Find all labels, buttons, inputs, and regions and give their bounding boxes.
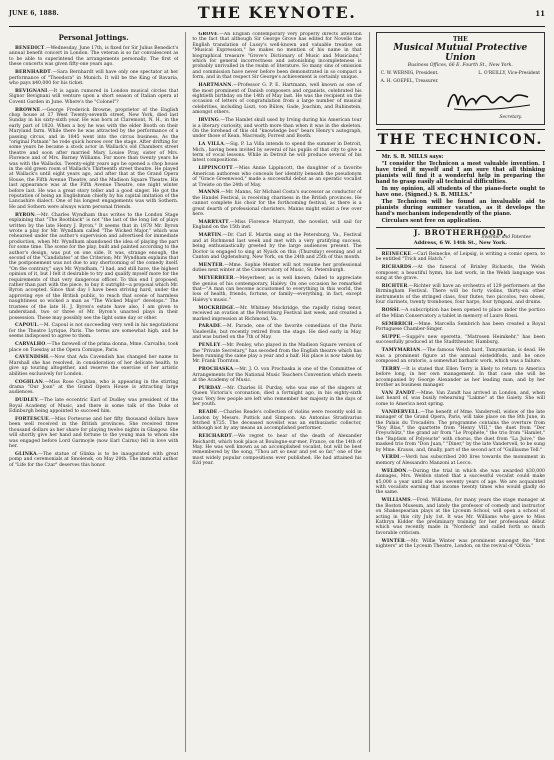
news-item-text: Verdi has subscribed 200 lires towards the monument in memory of Alessandro Manzoni at Lecco.	[375, 455, 545, 466]
news-item: REICHARDT.—We regret to hear of the death of Alexander Reichardt, which took place at Boulogne-sur-mer, France, on the 14th of May. He was well known as an accomplished vocalist, but will be best remembered by the song, "Thou art so near and yet so far," one of the most widely popular compositions ever published. He had attained his 62d year.	[192, 434, 362, 467]
column-2	[185, 32, 361, 752]
news-item-text: Miss Annie Lippincott, the daughter of a favorite American authoress who conceals her identity beneath the pseudonym of "Grace Greenwood," made a successful debut as an operatic vocalist at Treiste on the 24th of May.	[192, 166, 362, 188]
news-item-name: MOCKRIDGE	[198, 305, 234, 311]
news-item-name: IRVING	[198, 118, 219, 124]
news-item: WINTER.—Mr. Willie Winter was prominent amongst the "first nighters" at the Lyceum Theatre, London, on the revival of "Olivia."	[375, 538, 545, 550]
news-item: CARVALHO.—The farewell of the prima donna, Mme. Carvalho, took place on Tuesday at the Opera Comique, Paris.	[9, 342, 179, 353]
news-item-name: WINTER	[381, 538, 405, 544]
news-item: CAPOUL.—M. Capoul is not succeeding very well in his negotiations for the Theatre Lyrique, Paris. The terms are somewhat high, and he seems indisposed to agree to them.	[9, 323, 179, 340]
news-item-text: M. Capoul is not succeeding very well in his negotiations for the Theatre Lyrique, Paris. The terms are somewhat high, and he seems indisposed to agree to them.	[9, 323, 179, 340]
news-item-text: Professor G. P. E. Hartmann, well known as one of the most prominent of Danish composers and organists, celebrated his eightieth birthday on the 14th of May last. He was the recipient on the occasion of letters of congratulation from a large number of musical celebrities, including Liszt, von Bülow, Gade, Joachim, and Rubinstein, amongst others.	[192, 83, 362, 116]
news-item: WELDON.—During the trial in which she was awarded $30,000 damages, Mrs. Weldon stated that a successful vocalist could make $5,000 a year until she was seventy years of age. We are acquainted with vocalists earning that income twenty times who would gladly do the same.	[375, 468, 545, 496]
masthead	[9, 0, 545, 27]
ad-the: THE	[452, 36, 468, 43]
newspaper-title: THE KEYNOTE.	[197, 3, 357, 22]
news-item-name: GLINKA	[15, 451, 37, 457]
news-item: VANDERVELL.—The benefit of Mme. Vandervell, widow of the late manager of the Grand Opera, Paris, will take place on the 8th June, in the Palais du Trocadéro. The programme contains the overture from "Roy Blas," the quartette from "Henry VIII," the duet from "Der Freyschütz," the grand air from "Le Prophète," the trio from "Hamlet," the "Baptism of Polyeucte" with chorus, the duet from "La Juive," the masked trio from "Don Juan," "Diner," by the late Vandervell, to be sung by Mme. Krauss, and, finally, part of the second act of "Guillaume Tell."	[375, 409, 545, 453]
letter-body-2: In my opinion, all students of the piano-forte ought to have one. (Signed.) S. B. MILLS."	[375, 185, 545, 198]
news-item-name: PARADE	[198, 324, 221, 330]
news-item-text: Mr. Manns, Sir Michael Costa's successor as conductor of the Handel Festival, is receiving chariness in the British provinces. He cannot complete his choir for the forthcoming festival, as there is a great dearth of professional choristers. Manns might enlist a few over here.	[192, 190, 362, 218]
news-item-name: SUPPE	[381, 334, 401, 340]
news-item: PURDAY.—Mr. Charles H. Purday, who was one of the singers at Queen Victoria's coronation, died a fortnight ago, in his eighty-sixth year. Very few people are left who remember her majesty in the days of her youth.	[192, 385, 362, 408]
news-item-name: CAVENDISH	[15, 355, 49, 361]
news-item-name: MANNS	[198, 190, 220, 196]
column-3-items	[376, 252, 545, 549]
news-item-name: CARVALHO	[15, 342, 46, 348]
news-item-name: PENLEY	[198, 343, 221, 349]
news-item-text: The farewell of the prima donna, Mme. Carvalho, took place on Tuesday at the Opera Comique, Paris.	[9, 342, 179, 353]
column-3	[369, 32, 545, 752]
news-item: ROSSI.—A subscription has been opened to place under the portico of the Milan Conservatory a tablet in memory of Lauro Rossi.	[375, 308, 545, 319]
news-item: BROWNE.—George Frederick Browne, proprietor of the English chop house at 37 West Twenty-seventh street, New York, died last Sunday in his sixty-sixth year. He was born at Claremont, N. H., in the early part of 1820. When a boy he was with the elder Booth on their Maryland farm. While there he was attracted by the performance of a passing circus, and in 1845 went into the circus business. As the "original Putnam" he rode quick horses over the stage. After drifting for some years he became a stock actor in Wallack's old Chambers street theatre and soon after married Mary Louise Pray, sister of Mrs. Florence and of Mrs. Barney Williams. For more than twenty years he was with the Wallacks. Twenty-eight years ago he opened a chop house in the old green room of Wallack's Thirteenth street theatre. He played at Wallack's until eight years ago, and after that at the Grand Opera House, the Fifth Avenue Theatre, and the Madison Square Theatre. His last appearance was at the Fifth Avenue Theatre, one night winter before last. He was a great story teller and a good singer. He got the reputation of being an Englishman chiefly by his capital imitation of the Lancashire dialect. One of his longest engagements was with Sothern. He and Sothern were always warm personal friends.	[9, 107, 179, 210]
news-item-name: MARTIN	[198, 233, 222, 239]
inventor-address: Address, 6 W. 14th St., New York.	[413, 239, 507, 246]
news-item: PARADE.—M. Parade, one of the favorite comedians of the Paris Vaudeville, but recently retired from the stage. He died early in May, and was buried on the 7th of May.	[192, 324, 362, 341]
news-item: IRVING.—The Hamlet skull used by Irving during his American tour is a literary curiosity, and worth more than when it was in the skeleton. On the forehead of this old "knowledge box" bears Henry's autograph, under those of Kean, Macready, Forrest and Booth.	[192, 118, 362, 140]
news-item-name: BROWNE	[15, 107, 41, 113]
news-item-text: Suppé's new operetta, "Matrosen Heimkehr," has been successfully produced at the Stadttheater, Hamburg.	[375, 334, 545, 346]
columns	[9, 32, 545, 752]
news-item-name: RICHARDS	[381, 265, 412, 271]
news-item-text: Mr. Willie Winter was prominent amongst the "first nighters" at the Lyceum Theatre, London, on the revival of "Olivia."	[375, 538, 545, 550]
news-item-text: A subscription has been opened to place under the portico of the Milan Conservatory a tablet in memory of Lauro Rossi.	[375, 308, 545, 319]
letter-body-4: Circulars sent free on application.	[381, 217, 482, 224]
inventor-role: Inventor and Patentee	[481, 235, 531, 241]
news-item-text: Now that Ada Cavendish has changed her name to Marshall she has resolved, in consideration of her delicate health, to give up touring altogether, and reserve the exercise of her artistic abilities exclusively for London.	[9, 355, 179, 377]
letter-body-1: "I consider the Technicon a most valuable invention. I have tried it myself and I am sure that all thinking pianists will find it a wonderful help in preparing the hand to grasp easily all technical difficulties.	[375, 160, 545, 185]
news-item: SUPPE.—Suppé's new operetta, "Matrosen Heimkehr," has been successfully produced at the Stadttheater, Hamburg.	[375, 334, 545, 346]
news-item-text: The statue of Glinka is to be inaugurated with great pomp and ceremonials at Smolensk, on May 20th. The immortal author of "Life for the Czar" deserves this honor.	[9, 451, 179, 468]
news-item-text: At the funeral of Brinley Richards, the Welsh composer, a beautiful hymn, his last work, in the Welsh language was sung at the grave.	[375, 265, 545, 282]
column-2-items	[192, 32, 361, 467]
union-address: Business Offices, 66 E. Fourth St., New York.	[407, 63, 513, 68]
news-item: MENTER.—Mme. Sophie Menter will not resume her professional duties next winter at the Conservatory of Music, St. Petersburgh.	[192, 262, 362, 274]
news-item-text: Mme. Marcella Sembrich has been created a Royal Portuguese Chamber-Singer.	[375, 321, 545, 332]
news-item-text: Fred. Williams, for many years the stage manager at the Boston Museum, and lately the professor of comedy and instructor on Shakespearian plays at the Lyceum School, will open a school of acting in this city July 1st. It was Mr. Williams who gave to Miss Kathryn Kidder the preliminary training for her professional début which was recently made in "Nordeck" and called forth so much favorable criticism.	[375, 498, 545, 536]
news-item-text: Miss Florence Marryatt, the novelist, will sail for England on the 15th inst.	[192, 220, 362, 231]
news-item: GROVE.—An English contemporary very properly directs attention to the fact that although Sir George Grove has edited for Novello the English translation of Lussy's well-known and valuable treatise on "Musical Expression," he makes no mention of his name in that biographical treasure "Grove's Dictionary of Music and Musicians," which for general incorrectness and astonishing incompleteness is probably unrivalled in the realm of literature. So many sins of omission and commission have never before been demonstrated in so compact a form, and in that respect Sir George's achievement is certainly unique.	[192, 32, 362, 81]
news-item-text: It is again rumored in London musical circles that Signor Bevignani will venture upon a short season of Italian opera at Covent Garden in June. Where's the "Colonel"?	[9, 88, 179, 105]
news-item: TAMYMARIAN.—The famous Welsh bard, Tamymarian, is dead. He was a prominent figure at the annual eisteddfods, and he once composed an oratorio, a somewhat barbaric work, which was a failure.	[375, 348, 545, 364]
news-item-name: WELDON	[381, 468, 407, 474]
news-item: SEMBRICH.—Mme. Marcella Sembrich has been created a Royal Portuguese Chamber-Singer.	[375, 321, 545, 332]
news-item: RICHTER.—Richter will have an orchestra of 129 performers at the Birmingham Festival. There will be forty violins, thirty-six other instruments of the stringed class, four flutes, two piccolos, two oboes, four clarinets, twenty trombones, four harps, four tympani, and drums.	[375, 284, 545, 306]
news-item: CAVENDISH.—Now that Ada Cavendish has changed her name to Marshall she has resolved, in consideration of her delicate health, to give up touring altogether, and reserve the exercise of her artistic abilities exclusively for London.	[9, 355, 179, 377]
section-title: Personal Jottings.	[58, 33, 129, 42]
news-item-name: BYRON	[15, 212, 35, 218]
treasurer: A. H. GOEPEL, Treasurer.	[380, 79, 439, 84]
news-item: BYRON.—Mr. Charles Wyndham thus writes to the London Stage explaining that "The Bootblack" is not "the last of the long list of plays written by the late Henry J. Byron." It seems that in 1878 Mr. Byron wrote a play for Mr. Wyndham called "The Wicked Major," which was rehearsed under the author's supervision and advertised for immediate production, when Mr. Wyndham abandoned the idea of playing the part for some time. The scene for the play, built and painted according to the author's design, was put on one side. It was, strange enough, the second of the "Candidates" at the Criterion; Mr. Wyndham explains that the postponement was not due to any shortcoming of the comedy itself. "On the contrary," says Mr. Wyndham, "I had, and still have, the highest opinion of it, but I felt it desirable to try and qualify myself more for the requirements of that very dangerous officer. To this end I proposed, rather than part with the piece, to buy it outright—a proposal which Mr. Byron accepted. Since that day I have been striving hard, under the approving eye of the British public, to reach that scene of harmless naughtiness so wicked a man as "The Wicked Major" develops." The trustees of the late H. J. Byron's estate have also, I am given to understand, two or three of Mr. Byron's unacted plays in their possession. These may possibly see the light some day or other.	[9, 212, 179, 321]
news-item-name: REICHARDT	[198, 434, 232, 440]
news-item-name: BERNHARDT	[15, 70, 51, 76]
news-item: DUDLEY.—The late eccentric Earl of Dudley was president of the Royal Academy of Music, and there is some talk of the Duke of Edinburgh being appointed to succeed him.	[9, 398, 179, 415]
news-item-name: PURDAY	[198, 385, 222, 391]
news-item-name: MENTER	[198, 262, 223, 268]
news-item: HARTMANN.—Professor G. P. E. Hartmann, well known as one of the most prominent of Danish composers and organists, celebrated his eightieth birthday on the 14th of May last. He was the recipient on the occasion of letters of congratulation from a large number of musical celebrities, including Liszt, von Bülow, Gade, Joachim, and Rubinstein, amongst others.	[192, 83, 362, 116]
news-item-name: TAMYMARIAN	[381, 348, 421, 354]
news-item-text: Carl Reinecke, of Leipsig, is writing a comic opera, to be entitled "Trick and Hatch."	[375, 252, 545, 263]
news-item-name: FORTESCUE	[15, 417, 49, 422]
signature-icon	[444, 87, 534, 113]
news-item-name: TERRY	[381, 366, 401, 372]
news-item: RICHARDS.—At the funeral of Brinley Richards, the Welsh composer, a beautiful hymn, his last work, in the Welsh language was sung at the grave.	[375, 265, 545, 282]
news-item-name: LA VILLA	[198, 142, 225, 148]
issue-date: JUNE 6, 1888.	[9, 10, 59, 17]
news-item-name: MEYERBEER	[198, 276, 234, 282]
news-item: REINECKE.—Carl Reinecke, of Leipsig, is writing a comic opera, to be entitled "Trick and Hatch."	[375, 252, 545, 263]
brotherhood-box	[376, 227, 545, 249]
column-1-items	[9, 46, 178, 468]
news-item: BENEDICT.—Wednesday, June 17th, is fixed for Sir Julius Benedict's annual benefit concert in London. The veteran is so far convalescent as to be able to superintend the arrangements personally. The first of these concerts was given fifty-one years ago.	[9, 46, 179, 68]
news-item-text: Mr. Charles Wyndham thus writes to the London Stage explaining that "The Bootblack" is not "the last of the long list of plays written by the late Henry J. Byron." It seems that in 1878 Mr. Byron wrote a play for Mr. Wyndham called "The Wicked Major," which was rehearsed under the author's supervision and advertised for immediate production, when Mr. Wyndham abandoned the idea of playing the part for some time. The scene for the play, built and painted according to the author's design, was put on one side. It was, strange enough, the second of the "Candidates" at the Criterion; Mr. Wyndham explains that the postponement was not due to any shortcoming of the comedy itself. "On the contrary," says Mr. Wyndham, "I had, and still have, the highest opinion of it, but I felt it desirable to try and qualify myself more for the requirements of that very dangerous officer. To this end I proposed, rather than part with the piece, to buy it outright—a proposal which Mr. Byron accepted. Since that day I have been striving hard, under the approving eye of the British public, to reach that scene of harmless naughtiness so wicked a man as "The Wicked Major" develops." The trustees of the late H. J. Byron's estate have also, I am given to understand, two or three of Mr. Byron's unacted plays in their possession. These may possibly see the light some day or other.	[9, 212, 179, 321]
news-item-text: An English contemporary very properly directs attention to the fact that although Sir George Grove has edited for Novello the English translation of Lussy's well-known and valuable treatise on "Musical Expression," he makes no mention of his name in that biographical treasure "Grove's Dictionary of Music and Musicians," which for general incorrectness and astonishing incompleteness is probably unrivalled in the realm of literature. So many sins of omission and commission have never before been demonstrated in so compact a form, and in that respect Sir George's achievement is certainly unique.	[192, 32, 362, 81]
news-item-text: Miss Rose Coghlan, who is appearing in the stirring drama "Our Joan" at the Grand Opera House is attracting large audiences.	[9, 379, 179, 396]
news-item-name: MARRYATT	[198, 220, 229, 225]
news-item: PENLEY.—Mr. Penley, who played in the Madison Square version of the "Private Secretary," has seceded from the English theatre which has been running the same play a year and a half. His place is now taken by Mr. Frank Thornton.	[192, 343, 362, 365]
news-item: MANNS.—Mr. Manns, Sir Michael Costa's successor as conductor of the Handel Festival, is receiving chariness in the British provinces. He cannot complete his choir for the forthcoming festival, as there is a great dearth of professional choristers. Manns might enlist a few over here.	[192, 190, 362, 218]
news-item: VAN ZANDT.—Mme. Van Zandt has arrived in London, and, when last heard of, was busily rehearsing "Lakme" at the Gaiety. She will come to America next spring.	[375, 390, 545, 407]
news-item: MEYERBEER.—Meyerbeer, as is well known, failed to appreciate the genius of his contemporary, Halévy. On one occasion he remarked that—"A man can become accustomed to everything in this world, the loss of health, friends, fortune, or family—everything, in fact, except Halévy's music."	[192, 276, 362, 303]
signature	[381, 87, 534, 115]
news-item-text: Mr. Penley, who played in the Madison Square version of the "Private Secretary," has seceded from the English theatre which has been running the same play a year and a half. His place is now taken by Mr. Frank Thornton.	[192, 343, 362, 365]
union-advertisement	[376, 32, 545, 125]
news-item-name: LIPPINCOTT	[198, 166, 233, 172]
news-item-name: HARTMANN	[198, 83, 232, 89]
news-item-text: Mr. J. O. von Prochaska is one of the Committee of Arrangements for the National Music Teachers Convention which meets at the Academy of Music.	[192, 367, 362, 384]
news-item-name: VERDI	[381, 455, 400, 461]
news-item: MARTIN.—Dr. Carl E. Martin sang at the Petersburg, Va., Festival and at Richmond last week and met with a very gratifying success, being enthusiastically greeted by the large audiences present. The Doctor is engaged to sing at Nyack on this (Thursday) evening and at Canton and Ogdensburg, New York, on the 24th and 25th of this month.	[192, 233, 362, 260]
news-item-text: Miss Fortescue and her fifty thousand dollars have been well received in the British provinces. She received three thousand dollars as her share for playing twelve nights in Glasgow. She will shortly give her hand and fortune to the young man to whom she was engaged before Lord Garmoyle (now Earl Cairns) fell in love with her.	[9, 417, 179, 450]
news-item: FORTESCUE.—Miss Fortescue and her fifty thousand dollars have been well received in the British provinces. She received three thousand dollars as her share for playing twelve nights in Glasgow. She will shortly give her hand and fortune to the young man to whom she was engaged before Lord Garmoyle (now Earl Cairns) fell in love with her.	[9, 417, 179, 450]
news-item: MARRYATT.—Miss Florence Marryatt, the novelist, will sail for England on the 15th inst.	[192, 220, 362, 231]
news-item-name: VAN ZANDT	[381, 390, 415, 396]
news-item: BEVIGNANI.—It is again rumored in London musical circles that Signor Bevignani will venture upon a short season of Italian opera at Covent Garden in June. Where's the "Colonel"?	[9, 88, 179, 105]
news-item-name: BEVIGNANI	[15, 88, 48, 94]
news-item-text: Mme. Van Zandt has arrived in London, and, when last heard of, was busily rehearsing "Lakme" at the Gaiety. She will come to America next spring.	[375, 390, 545, 407]
signature-title: Secretary.	[499, 115, 522, 121]
news-item-name: CAPOUL	[15, 323, 38, 329]
news-item: COGHLAN.—Miss Rose Coghlan, who is appearing in the stirring drama "Our Joan" at the Grand Opera House is attracting large audiences.	[9, 379, 179, 396]
news-item-text: Charles Reade's collection of violins were recently sold in London by Messrs. Puttick and Simpson. An Antonius Stradivarius fetched $725. The deceased novelist was an enthusiastic collector, although not by any means an accomplished performer.	[192, 410, 362, 432]
treasurer-row	[381, 79, 540, 85]
news-item-text: Sara Bernhardt will have only one spectator at her performance of "Theodora" in Munich. It will be the King of Bavaria, who pays $40,000 for his ticket.	[9, 70, 179, 86]
news-item-text: Richter will have an orchestra of 129 performers at the Birmingham Festival. There will be forty violins, thirty-six other instruments of the stringed class, four flutes, two piccolos, two oboes, four clarinets, twenty trombones, four harps, four tympani, and drums.	[375, 284, 545, 306]
letter-intro: Mr. S. R. MILLS says:	[381, 153, 444, 160]
column-1	[9, 32, 178, 752]
news-item: LA VILLA.—Sig. P. La Villa intends to spend the summer in Detroit, Mich., having been invited by several of his pupils of that city to give a term of vocal lessons. While in Detroit he will produce several of his latest compositions.	[192, 142, 362, 164]
news-item-text: During the trial in which she was awarded $30,000 damages, Mrs. Weldon stated that a successful vocalist could make $5,000 a year until she was seventy years of age. We are acquainted with vocalists earning that income twenty times who would gladly do the same.	[375, 468, 545, 496]
news-item: LIPPINCOTT.—Miss Annie Lippincott, the daughter of a favorite American authoress who conceals her identity beneath the pseudonym of "Grace Greenwood," made a successful debut as an operatic vocalist at Treiste on the 24th of May.	[192, 166, 362, 188]
news-item: VERDI.—Verdi has subscribed 200 lires towards the monument in memory of Alessandro Manzoni at Lecco.	[375, 455, 545, 466]
news-item: TERRY.—It is stated that Ellen Terry is likely to return to America before long, in her own management. In that case she will be accompanied by George Alexander as her leading man, and by her brother as business manager.	[375, 366, 545, 389]
union-name: Musical Mutual Protective Union	[393, 43, 528, 63]
news-item-name: REINECKE	[381, 252, 412, 258]
news-item-name: READE	[198, 410, 218, 416]
news-item-text: The Hamlet skull used by Irving during his American tour is a literary curiosity, and worth more than when it was in the skeleton. On the forehead of this old "knowledge box" bears Henry's autograph, under those of Kean, Macready, Forrest and Booth.	[192, 118, 362, 140]
news-item-name: GROVE	[198, 32, 218, 37]
news-item: PROCHASKA.—Mr. J. O. von Prochaska is one of the Committee of Arrangements for the National Music Teachers Convention which meets at the Academy of Music.	[192, 367, 362, 384]
news-item-name: VANDERVELL	[381, 409, 419, 415]
news-item-text: The famous Welsh bard, Tamymarian, is dead. He was a prominent figure at the annual eisteddfods, and he once composed an oratorio, a somewhat barbaric work, which was a failure.	[375, 348, 545, 364]
news-item-text: George Frederick Browne, proprietor of the English chop house at 37 West Twenty-seventh street, New York, died last Sunday in his sixty-sixth year. He was born at Claremont, N. H., in the early part of 1820. When a boy he was with the elder Booth on their Maryland farm. While there he was attracted by the performance of a passing circus, and in 1845 went into the circus business. As the "original Putnam" he rode quick horses over the stage. After drifting for some years he became a stock actor in Wallack's old Chambers street theatre and soon after married Mary Louise Pray, sister of Mrs. Florence and of Mrs. Barney Williams. For more than twenty years he was with the Wallacks. Twenty-eight years ago he opened a chop house in the old green room of Wallack's Thirteenth street theatre. He played at Wallack's until eight years ago, and after that at the Grand Opera House, the Fifth Avenue Theatre, and the Madison Square Theatre. His last appearance was at the Fifth Avenue Theatre, one night winter before last. He was a great story teller and a good singer. He got the reputation of being an Englishman chiefly by his capital imitation of the Lancashire dialect. One of his longest engagements was with Sothern. He and Sothern were always warm personal friends.	[9, 107, 179, 210]
news-item-name: PROCHASKA	[198, 367, 234, 373]
news-item-text: The late eccentric Earl of Dudley was president of the Royal Academy of Music, and there is some talk of the Duke of Edinburgh being appointed to succeed him.	[9, 398, 179, 415]
news-item-name: RICHTER	[381, 284, 408, 290]
news-item-name: BENEDICT	[15, 46, 45, 51]
news-item-name: COGHLAN	[15, 379, 43, 385]
news-item: GLINKA.—The statue of Glinka is to be inaugurated with great pomp and ceremonials at Smolensk, on May 20th. The immortal author of "Life for the Czar" deserves this honor.	[9, 451, 179, 468]
news-item: MOCKRIDGE.—Mr. Whitney Mockridge, the rapidly rising tenor, received an ovation at the Petersburg Festival last week, and created a marked impression at Richmond, Va.	[192, 305, 362, 322]
technicon-title: THE TECHNICON.	[376, 129, 545, 151]
officers	[381, 71, 540, 77]
president: C. W. WERNIG, President.	[380, 71, 439, 76]
vice-president: L. O'REILLY, Vice-President	[478, 71, 540, 76]
news-item-name: DUDLEY	[15, 398, 38, 404]
page-number: 11	[535, 9, 545, 18]
news-item-name: ROSSI	[381, 308, 399, 314]
news-item-name: WILLIAMS	[381, 498, 411, 504]
news-item-text: It is stated that Ellen Terry is likely to return to America before long, in her own management. In that case she will be accompanied by George Alexander as her leading man, and by her brother as business manager.	[375, 366, 545, 389]
news-item-text: Meyerbeer, as is well known, failed to appreciate the genius of his contemporary, Halévy. On one occasion he remarked that—"A man can become accustomed to everything in this world, the loss of health, friends, fortune, or family—everything, in fact, except Halévy's music."	[192, 276, 362, 303]
technicon-letter	[376, 154, 545, 224]
news-item-text: Mme. Sophie Menter will not resume her professional duties next winter at the Conservatory of Music, St. Petersburgh.	[192, 262, 362, 274]
news-item: BERNHARDT.—Sara Bernhardt will have only one spectator at her performance of "Theodora" in Munich. It will be the King of Bavaria, who pays $40,000 for his ticket.	[9, 70, 179, 86]
news-item-text: M. Parade, one of the favorite comedians of the Paris Vaudeville, but recently retired from the stage. He died early in May, and was buried on the 7th of May.	[192, 324, 362, 341]
news-item-text: Wednesday, June 17th, is fixed for Sir Julius Benedict's annual benefit concert in London. The veteran is so far convalescent as to be able to superintend the arrangements personally. The first of these concerts was given fifty-one years ago.	[9, 46, 179, 68]
news-item-text: The benefit of Mme. Vandervell, widow of the late manager of the Grand Opera, Paris, will take place on the 8th June, in the Palais du Trocadéro. The programme contains the overture from "Roy Blas," the quartette from "Henry VIII," the duet from "Der Freyschütz," the grand air from "Le Prophète," the trio from "Hamlet," the "Baptism of Polyeucte" with chorus, the duet from "La Juive," the masked trio from "Don Juan," "Diner," by the late Vandervell, to be sung by Mme. Krauss, and, finally, part of the second act of "Guillaume Tell."	[375, 409, 545, 453]
letter-body-3: The Technicon will be found an invaluable aid to pianists during summer vacation, as it develops the hand's mechanism independently of the piano.	[375, 198, 545, 217]
news-item: READE.—Charles Reade's collection of violins were recently sold in London by Messrs. Puttick and Simpson. An Antonius Stradivarius fetched $725. The deceased novelist was an enthusiastic collector, although not by any means an accomplished performer.	[192, 410, 362, 432]
news-item-text: Dr. Carl E. Martin sang at the Petersburg, Va., Festival and at Richmond last week and met with a very gratifying success, being enthusiastically greeted by the large audiences present. The Doctor is engaged to sing at Nyack on this (Thursday) evening and at Canton and Ogdensburg, New York, on the 24th and 25th of this month.	[192, 233, 362, 260]
news-item-text: We regret to hear of the death of Alexander Reichardt, which took place at Boulogne-sur-mer, France, on the 14th of May. He was well known as an accomplished vocalist, but will be best remembered by the song, "Thou art so near and yet so far," one of the most widely popular compositions ever published. He had attained his 62d year.	[192, 434, 362, 467]
news-item-text: Sig. P. La Villa intends to spend the summer in Detroit, Mich., having been invited by several of his pupils of that city to give a term of vocal lessons. While in Detroit he will produce several of his latest compositions.	[192, 142, 362, 164]
news-item-name: SEMBRICH	[381, 321, 413, 327]
inventor-name: J. BROTHERHOOD,	[413, 227, 507, 237]
news-item-text: Mr. Whitney Mockridge, the rapidly rising tenor, received an ovation at the Petersburg Festival last week, and created a marked impression at Richmond, Va.	[192, 305, 362, 322]
news-item-text: Mr. Charles H. Purday, who was one of the singers at Queen Victoria's coronation, died a fortnight ago, in his eighty-sixth year. Very few people are left who remember her majesty in the days of her youth.	[192, 385, 362, 408]
news-item: WILLIAMS.—Fred. Williams, for many years the stage manager at the Boston Museum, and lately the professor of comedy and instructor on Shakespearian plays at the Lyceum School, will open a school of acting in this city July 1st. It was Mr. Williams who gave to Miss Kathryn Kidder the preliminary training for her professional début which was recently made in "Nordeck" and called forth so much favorable criticism.	[375, 498, 545, 536]
